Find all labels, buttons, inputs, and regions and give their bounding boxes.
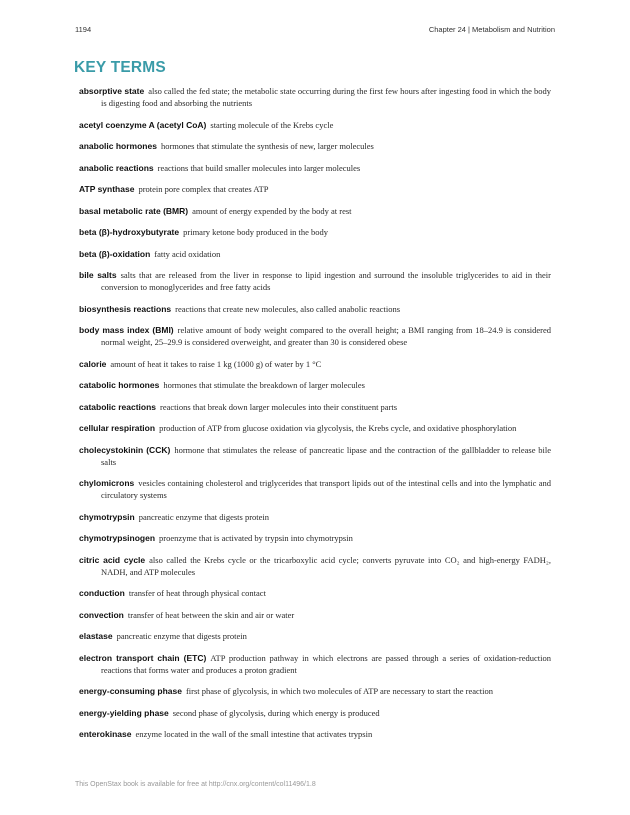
glossary-term: bile salts [79,270,117,280]
glossary-entry [79,324,551,348]
glossary-term: body mass index (BMI) [79,325,174,335]
glossary-term: chylomicrons [79,478,135,488]
glossary-entry [79,248,551,260]
glossary-entry [79,444,551,468]
glossary-definition: also called the Krebs cycle or the tricarboxylic acid cycle; converts pyruvate into CO₂ and high-energy FADH₂, NADH, and ATP molecules [101,554,551,577]
glossary-term: biosynthesis reactions [79,303,172,314]
glossary-definition: reactions that break down larger molecules into their constituent parts [160,401,398,412]
chapter-title: Chapter 24 | Metabolism and Nutrition [428,25,555,34]
glossary-entry [79,422,551,434]
glossary-term: beta (β)-oxidation [79,248,151,259]
glossary-term: catabolic reactions [79,401,157,412]
page-footer: This OpenStax book is available for free at http://cnx.org/content/col11496/1.8 [75,781,316,788]
glossary-entry [79,226,551,238]
glossary-definition: ATP production pathway in which electrons are passed through a series of oxidation-reduction reactions that forms water and produces a proton gradient [101,652,551,675]
glossary-definition: hormones that stimulate the synthesis of new, larger molecules [160,141,374,151]
glossary-definition: reactions that build smaller molecules into larger molecules [157,162,361,173]
glossary-term: cholecystokinin (CCK) [79,444,171,455]
glossary-definition: primary ketone body produced in the body [183,227,329,237]
glossary-entry [79,162,551,174]
glossary-definition: second phase of glycolysis, during which energy is produced [172,707,380,718]
key-terms-list [79,85,551,750]
glossary-entry [79,609,551,621]
glossary-entry [79,477,551,501]
glossary-term: anabolic reactions [79,162,154,173]
glossary-entry [79,401,551,413]
glossary-entry [79,532,551,544]
glossary-term: catabolic hormones [79,380,160,390]
page-number: 1194 [75,25,92,34]
glossary-entry [79,269,551,293]
glossary-definition: reactions that create new molecules, also called anabolic reactions [175,303,401,314]
glossary-definition: starting molecule of the Krebs cycle [210,119,334,130]
glossary-entry [79,554,551,578]
glossary-entry [79,205,551,217]
glossary-definition: hormones that stimulate the breakdown of larger molecules [163,380,365,390]
glossary-entry [79,630,551,642]
glossary-entry [79,652,551,676]
glossary-definition: first phase of glycolysis, in which two molecules of ATP are necessary to start the reaction [185,686,493,696]
glossary-definition: pancreatic enzyme that digests protein [138,511,270,522]
glossary-definition: also called the fed state; the metabolic state occurring during the first few hours after ingesting food in which the body is digesting food and absorbing the nutrients [101,86,551,108]
glossary-term: calorie [79,358,107,369]
glossary-entry [79,379,551,391]
glossary-term: anabolic hormones [79,141,157,151]
glossary-definition: transfer of heat between the skin and air or water [127,609,295,620]
glossary-definition: salts that are released from the liver in response to lipid ingestion and surround the insoluble triglycerides to aid in their conversion to monoglycerides and free fatty acids [101,270,551,292]
glossary-definition: pancreatic enzyme that digests protein [116,631,247,641]
glossary-entry [79,140,551,152]
glossary-term: electron transport chain (ETC) [79,652,207,663]
glossary-definition: relative amount of body weight compared to the overall height; a BMI ranging from 18–24.9 is considered normal weight, 25–29.9 is considered overweight, and greater than 30 is considered obese [101,325,551,347]
glossary-entry [79,183,551,195]
glossary-term: absorptive state [79,86,145,96]
glossary-definition: fatty acid oxidation [154,248,221,259]
glossary-definition: proenzyme that is activated by trypsin into chymotrypsin [159,533,353,543]
glossary-definition: protein pore complex that creates ATP [138,184,269,194]
glossary-term: citric acid cycle [79,554,146,565]
glossary-entry [79,303,551,315]
glossary-term: enterokinase [79,729,132,739]
glossary-term: ATP synthase [79,184,135,194]
glossary-term: energy-consuming phase [79,686,182,696]
glossary-term: beta (β)-hydroxybutyrate [79,227,180,237]
glossary-term: basal metabolic rate (BMR) [79,205,189,216]
glossary-term: elastase [79,631,113,641]
glossary-entry [79,707,551,719]
glossary-term: chymotrypsinogen [79,533,156,543]
glossary-definition: vesicles containing cholesterol and triglycerides that transport lipids out of the intestinal cells and into the lymphatic and circulatory systems [101,478,551,500]
glossary-entry [79,685,551,697]
glossary-entry [79,119,551,131]
glossary-definition: hormone that stimulates the release of pancreatic lipase and the contraction of the gallbladder to release bile salts [101,444,551,467]
glossary-term: cellular respiration [79,423,156,433]
glossary-definition: amount of energy expended by the body at rest [192,205,352,216]
glossary-definition: amount of heat it takes to raise 1 kg (1000 g) of water by 1 °C [110,358,322,369]
glossary-entry [79,358,551,370]
glossary-definition: transfer of heat through physical contact [128,588,266,598]
glossary-entry [79,728,551,740]
glossary-term: conduction [79,588,125,598]
glossary-definition: production of ATP from glucose oxidation via glycolysis, the Krebs cycle, and oxidative phosphorylation [159,423,517,433]
glossary-entry [79,85,551,109]
glossary-entry [79,587,551,599]
glossary-definition: enzyme located in the wall of the small intestine that activates trypsin [135,729,373,739]
glossary-term: chymotrypsin [79,511,135,522]
glossary-term: energy-yielding phase [79,707,169,718]
glossary-term: convection [79,609,124,620]
section-title: KEY TERMS [74,59,166,76]
glossary-entry [79,511,551,523]
glossary-term: acetyl coenzyme A (acetyl CoA) [79,119,207,130]
